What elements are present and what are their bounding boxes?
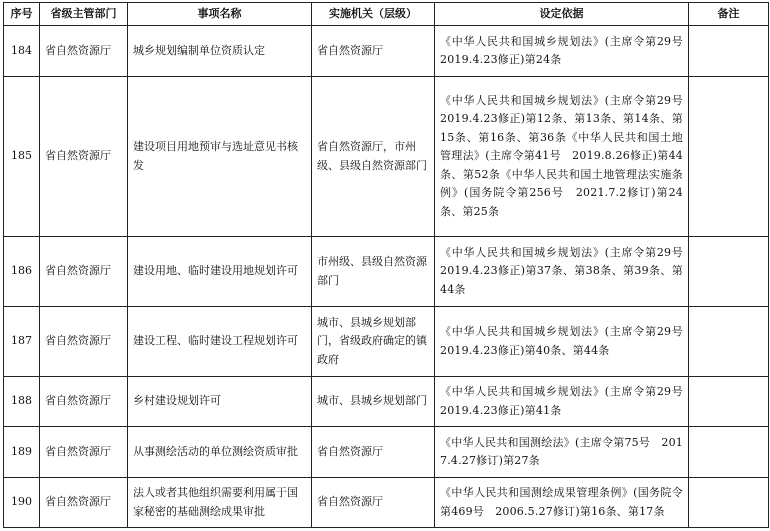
row-agency: 省自然资源厅	[312, 427, 435, 478]
row-dept: 省自然资源厅	[40, 427, 128, 478]
header-dept: 省级主管部门	[40, 3, 128, 26]
row-agency: 省自然资源厅	[312, 26, 435, 77]
administrative-licensing-table	[3, 2, 769, 528]
table-row	[4, 26, 769, 77]
table-header-row	[4, 3, 769, 26]
table-row	[4, 427, 769, 478]
table-row	[4, 377, 769, 427]
header-note: 备注	[689, 3, 769, 26]
row-dept: 省自然资源厅	[40, 237, 128, 307]
table-row	[4, 77, 769, 237]
header-agency: 实施机关（层级）	[312, 3, 435, 26]
row-basis: 《中华人民共和国城乡规划法》(主席令第29号 2019.4.23修正)第41条	[435, 377, 689, 427]
row-agency: 城市、县城乡规划部门	[312, 377, 435, 427]
header-item: 事项名称	[128, 3, 312, 26]
table-row	[4, 478, 769, 528]
row-seq: 187	[4, 307, 40, 377]
row-item: 从事测绘活动的单位测绘资质审批	[128, 427, 312, 478]
row-note	[689, 26, 769, 77]
row-basis: 《中华人民共和国测绘成果管理条例》(国务院令第469号 2006.5.27修订)第16条、第17条	[435, 478, 689, 528]
row-dept: 省自然资源厅	[40, 478, 128, 528]
row-agency: 省自然资源厅，市州级、县级自然资源部门	[312, 77, 435, 237]
table-row	[4, 307, 769, 377]
row-basis: 《中华人民共和国城乡规划法》(主席令第29号 2019.4.23修正)第40条、第44条	[435, 307, 689, 377]
row-basis: 《中华人民共和国城乡规划法》(主席令第29号 2019.4.23修正)第12条、第13条、第14条、第15条、第16条、第36条《中华人民共和国土地管理法》(主席令第41号 2019.8.26修正)第44条、第52条《中华人民共和国土地管理法实施条例》(国务院令第256号 2021.7.2修订)第24条、第25条	[435, 77, 689, 237]
row-note	[689, 77, 769, 237]
row-dept: 省自然资源厅	[40, 77, 128, 237]
row-seq: 189	[4, 427, 40, 478]
row-item: 建设用地、临时建设用地规划许可	[128, 237, 312, 307]
row-dept: 省自然资源厅	[40, 377, 128, 427]
row-item: 建设工程、临时建设工程规划许可	[128, 307, 312, 377]
row-dept: 省自然资源厅	[40, 307, 128, 377]
row-item: 建设项目用地预审与选址意见书核发	[128, 77, 312, 237]
row-seq: 190	[4, 478, 40, 528]
row-note	[689, 427, 769, 478]
row-item: 城乡规划编制单位资质认定	[128, 26, 312, 77]
row-agency: 城市、县城乡规划部门，省级政府确定的镇政府	[312, 307, 435, 377]
row-item: 乡村建设规划许可	[128, 377, 312, 427]
row-note	[689, 237, 769, 307]
table-row	[4, 237, 769, 307]
row-seq: 184	[4, 26, 40, 77]
row-seq: 185	[4, 77, 40, 237]
row-basis: 《中华人民共和国城乡规划法》(主席令第29号 2019.4.23修正)第24条	[435, 26, 689, 77]
row-seq: 188	[4, 377, 40, 427]
row-basis: 《中华人民共和国测绘法》(主席令第75号 2017.4.27修订)第27条	[435, 427, 689, 478]
header-seq: 序号	[4, 3, 40, 26]
row-seq: 186	[4, 237, 40, 307]
row-agency: 省自然资源厅	[312, 478, 435, 528]
row-note	[689, 377, 769, 427]
row-note	[689, 307, 769, 377]
header-basis: 设定依据	[435, 3, 689, 26]
row-agency: 市州级、县级自然资源部门	[312, 237, 435, 307]
row-note	[689, 478, 769, 528]
row-dept: 省自然资源厅	[40, 26, 128, 77]
row-item: 法人或者其他组织需要利用属于国家秘密的基础测绘成果审批	[128, 478, 312, 528]
row-basis: 《中华人民共和国城乡规划法》(主席令第29号 2019.4.23修正)第37条、第38条、第39条、第44条	[435, 237, 689, 307]
